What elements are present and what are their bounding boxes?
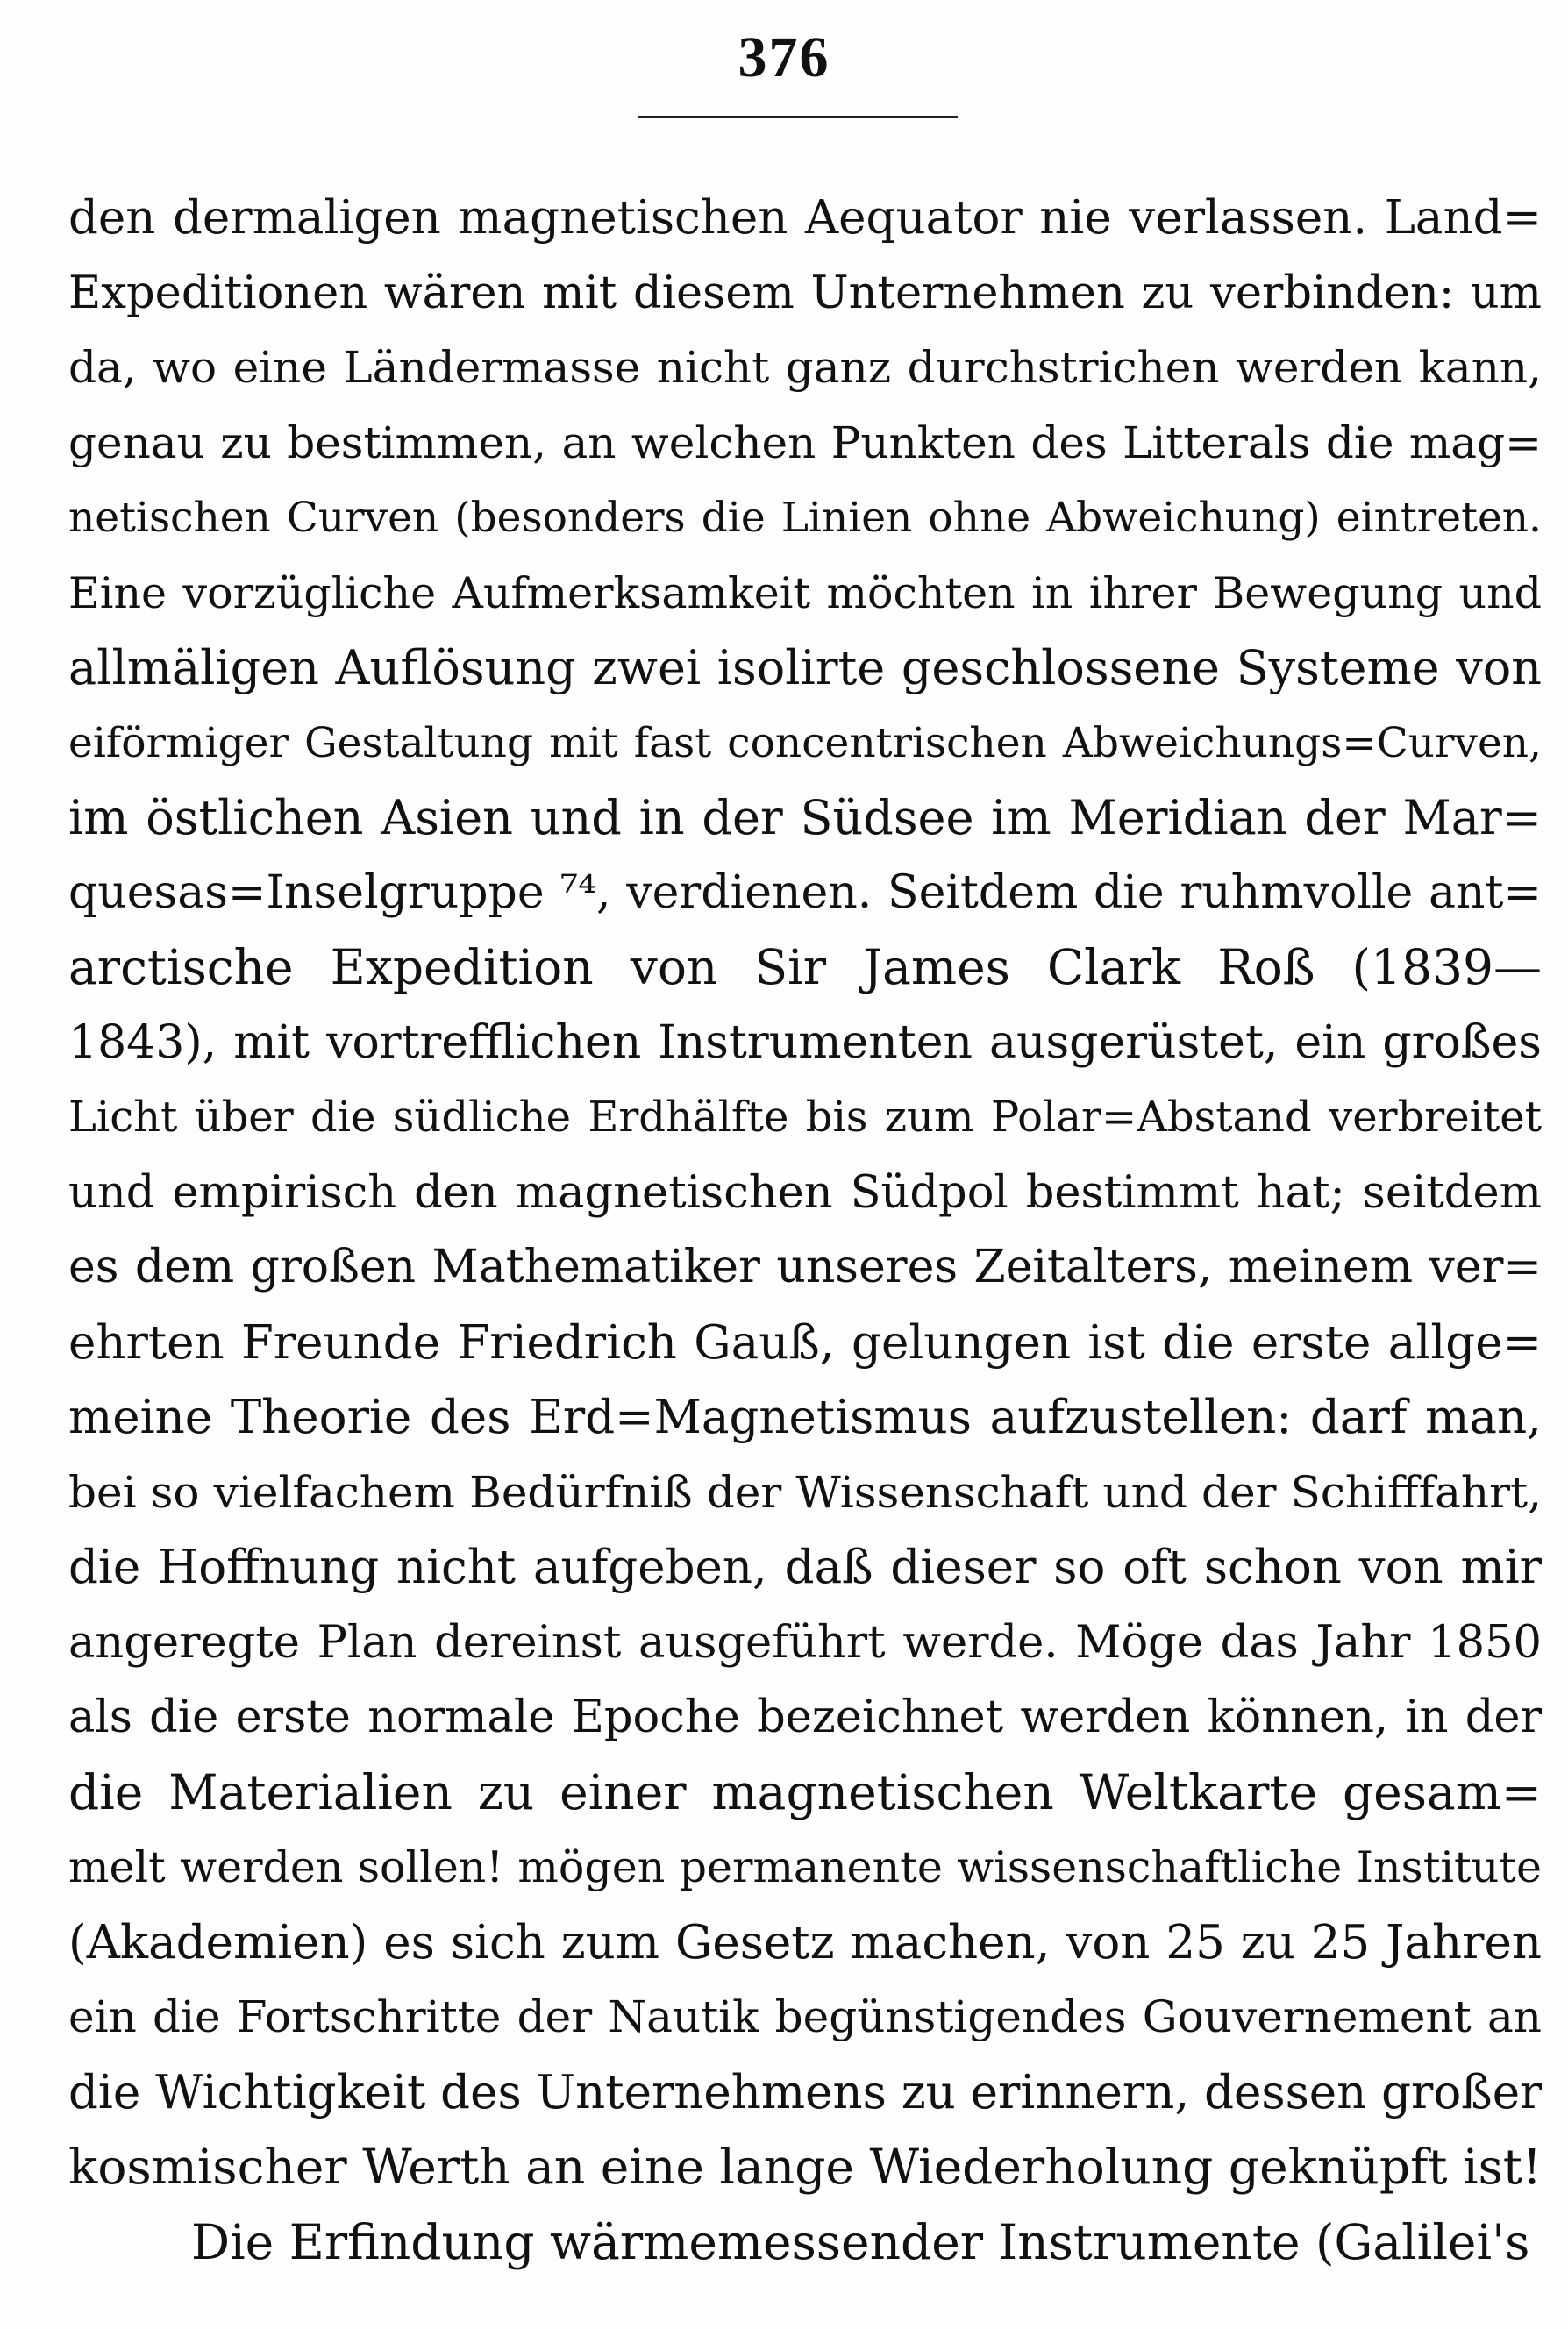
text-line: quesas=Inselgruppe ⁷⁴, verdienen. Seitdem die ruhmvolle ant= (68, 865, 1542, 919)
text-line: die Hoffnung nicht aufgeben, daß dieser so oft schon von mir (68, 1541, 1542, 1594)
text-line: ehrten Freunde Friedrich Gauß, gelungen ist die erste allge= (68, 1315, 1542, 1370)
text-line: im östlichen Asien und in der Südsee im Meridian der Mar= (68, 790, 1542, 845)
text-line: den dermaligen magnetischen Aequator nie verlassen. Land= (68, 191, 1542, 245)
text-line: melt werden sollen! mögen permanente wissenschaftliche Institute (68, 1842, 1542, 1892)
text-line: die Materialien zu einer magnetischen Weltkarte gesam= (68, 1763, 1542, 1820)
text-line: (Akademien) es sich zum Gesetz machen, von 25 zu 25 Jahren (68, 1915, 1542, 1969)
text-line: 1843), mit vortrefflichen Instrumenten ausgerüstet, ein großes (68, 1015, 1542, 1069)
text-line: die Wichtigkeit des Unternehmens zu erinnern, dessen großer (68, 2065, 1542, 2119)
text-line: bei so vielfachem Bedürfniß der Wissenschaft und der Schifffahrt, (68, 1466, 1542, 1518)
text-line: allmäligen Auflösung zwei isolirte geschlossene Systeme von (68, 640, 1542, 695)
text-line: genau zu bestimmen, an welchen Punkten des Litterals die mag= (68, 417, 1542, 468)
text-line: eiförmiger Gestaltung mit fast concentrischen Abweichungs=Curven, (68, 718, 1542, 767)
text-line: Licht über die südliche Erdhälfte bis zum Polar=Abstand verbreitet (68, 1093, 1542, 1142)
text-line: als die erste normale Epoche bezeichnet werden können, in der (68, 1692, 1542, 1743)
body-text (68, 181, 1542, 2280)
text-line: und empirisch den magnetischen Südpol bestimmt hat; seitdem (68, 1166, 1542, 1219)
text-line: arctische Expedition von Sir James Clark Roß (1839— (68, 939, 1542, 995)
text-line: meine Theorie des Erd=Magnetismus aufzustellen: darf man, (68, 1391, 1542, 1444)
text-line: es dem großen Mathematiker unseres Zeitalters, meinem ver= (68, 1241, 1542, 1293)
text-line: angeregte Plan dereinst ausgeführt werde. Möge das Jahr 1850 (68, 1616, 1542, 1669)
text-line: kosmischer Werth an eine lange Wiederholung geknüpft ist! (68, 2139, 1542, 2195)
text-line: da, wo eine Ländermasse nicht ganz durchstrichen werden kann, (68, 342, 1542, 393)
header-rule (638, 116, 958, 118)
page-number: 376 (738, 25, 830, 89)
text-line: netischen Curven (besonders die Linien ohne Abweichung) eintreten. (68, 494, 1542, 542)
text-line: Eine vorzügliche Aufmerksamkeit möchten in ihrer Bewegung und (68, 567, 1542, 618)
text-line: ein die Fortschritte der Nautik begünstigendes Gouvernement an (68, 1991, 1542, 2042)
text-line-paragraph-start: Die Erfindung wärmemessender Instrumente (Galilei's (191, 2213, 1530, 2270)
text-line: Expeditionen wären mit diesem Unternehmen zu verbinden: um (68, 267, 1542, 319)
